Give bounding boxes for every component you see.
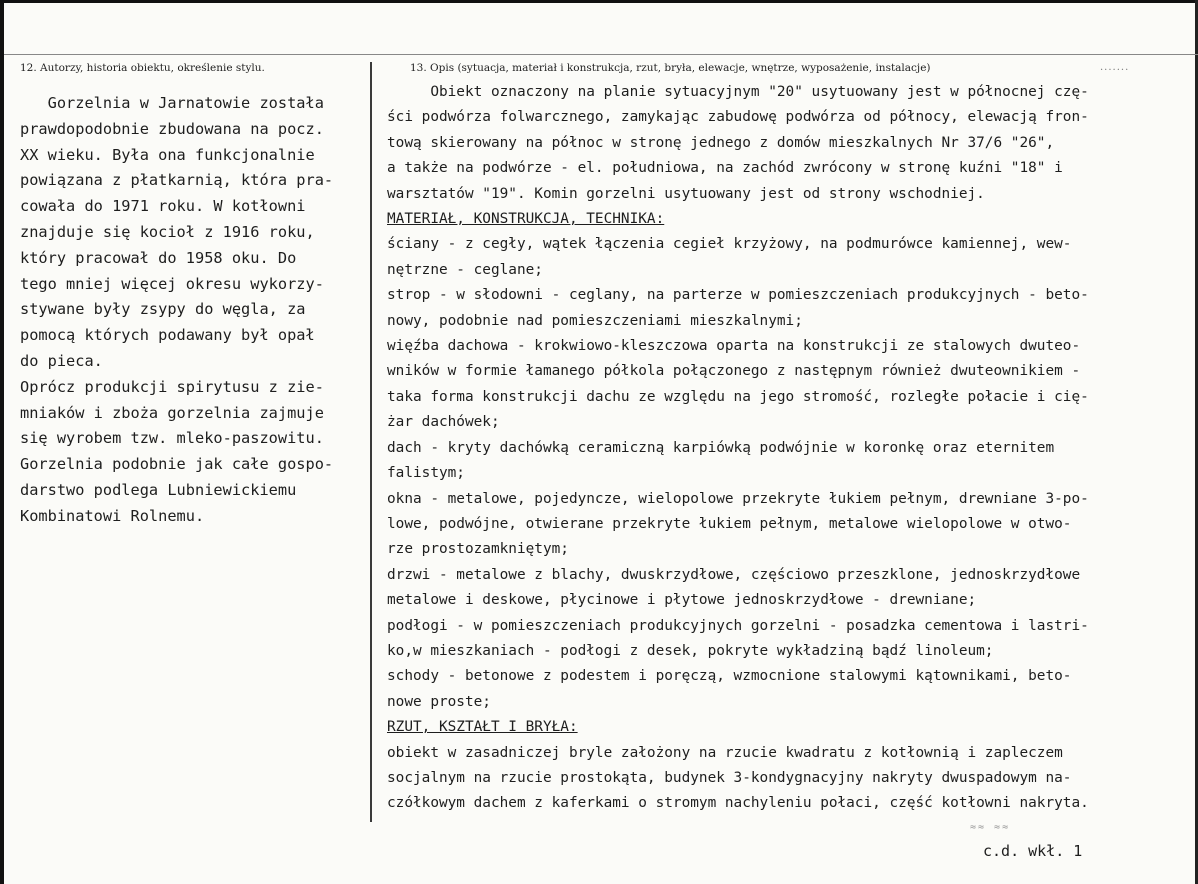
description-line: lowe, podwójne, otwierane przekryte łukiem pełnym, metalowe wielopolowe w otwo- <box>387 515 1072 532</box>
description-line: falistym; <box>387 465 465 482</box>
description-line: podłogi - w pomieszczeniach produkcyjnych gorzelni - posadzka cementowa i lastri- <box>387 617 1089 634</box>
description-line: ko,w mieszkaniach - podłogi z desek, pokryte wykładziną bądź linoleum; <box>387 642 994 659</box>
description-line: tową skierowany na północ w stronę jednego z domów mieszkalnych Nr 37/6 "26", <box>387 134 1055 151</box>
history-line: stywane były zsypy do węgla, za <box>20 300 306 319</box>
description-line: taka forma konstrukcji dachu ze względu na jego stromość, rozległe połacie i cię- <box>387 388 1089 405</box>
history-line: pomocą których podawany był opał <box>20 326 315 345</box>
description-line: wników w formie łamanego półkola połączonego z następnym również dwuteownikiem - <box>387 363 1081 380</box>
description-line: rze prostozamkniętym; <box>387 541 569 558</box>
description-line: obiekt w zasadniczej bryle założony na rzucie kwadratu z kotłownią i zapleczem <box>387 744 1063 761</box>
history-line: cowała do 1971 roku. W kotłowni <box>20 197 306 216</box>
history-line: Gorzelnia podobnie jak całe gospo- <box>20 455 334 474</box>
section-subheading: RZUT, KSZTAŁT I BRYŁA: <box>387 719 578 736</box>
history-line: Oprócz produkcji spirytusu z zie- <box>20 377 324 396</box>
description-line: socjalnym na rzucie prostokąta, budynek 3-kondygnacyjny nakryty dwuspadowym na- <box>387 769 1072 786</box>
history-line: powiązana z płatkarnią, która pra- <box>20 171 334 190</box>
description-line: nętrzne - ceglane; <box>387 261 543 278</box>
history-line: się wyrobem tzw. mleko-paszowitu. <box>20 429 324 448</box>
description-line: okna - metalowe, pojedyncze, wielopolowe przekryte łukiem pełnym, drewniane 3-po- <box>387 490 1089 507</box>
header-dots: ....... <box>1100 62 1130 73</box>
page-frame-top <box>0 0 1198 3</box>
description-line: a także na podwórze - el. południowa, na zachód zwrócony w stronę kuźni "18" i <box>387 160 1063 177</box>
description-line: strop - w słodowni - ceglany, na parterze w pomieszczeniach produkcyjnych - beto- <box>387 287 1089 304</box>
history-line: XX wieku. Była ona funkcjonalnie <box>20 145 315 164</box>
description-line: schody - betonowe z podestem i poręczą, wzmocnione stalowymi kątownikami, beto- <box>387 668 1072 685</box>
description-line: ści podwórza folwarcznego, zamykając zabudowę podwórza od północy, elewacją fron- <box>387 109 1089 126</box>
description-line: drzwi - metalowe z blachy, dwuskrzydłowe, częściowo przeszklone, jednoskrzydłowe <box>387 566 1081 583</box>
description-line: żar dachówek; <box>387 414 500 431</box>
history-line: który pracował do 1958 oku. Do <box>20 248 297 267</box>
description-line: więźba dachowa - krokwiowo-kleszczowa oparta na konstrukcji ze stalowych dwuteo- <box>387 338 1081 355</box>
header-rule <box>4 54 1198 55</box>
section-13-heading: 13. Opis (sytuacja, materiał i konstrukcja, rzut, bryła, elewacje, wnętrze, wyposażenie, instalacje) <box>410 62 931 74</box>
description-line: metalowe i deskowe, płycinowe i płytowe jednoskrzydłowe - drewniane; <box>387 592 977 609</box>
description-line: Obiekt oznaczony na planie sytuacyjnym "20" usytuowany jest w północnej czę- <box>387 84 1089 100</box>
page-frame-left <box>0 0 4 884</box>
section-12-heading: 12. Autorzy, historia obiektu, określenie stylu. <box>20 62 265 74</box>
column-divider <box>370 62 372 822</box>
history-line: mniaków i zboża gorzelnia zajmuje <box>20 403 324 422</box>
history-line: do pieca. <box>20 351 103 370</box>
description-line: ściany - z cegły, wątek łączenia cegieł krzyżowy, na podmurówce kamiennej, wew- <box>387 236 1072 253</box>
description-text <box>387 80 1192 817</box>
history-line: prawdopodobnie zbudowana na pocz. <box>20 119 324 138</box>
history-line: znajduje się kocioł z 1916 roku, <box>20 222 315 241</box>
history-line: tego mniej więcej okresu wykorzy- <box>20 274 324 293</box>
history-text <box>20 91 365 530</box>
history-line: Gorzelnia w Jarnatowie została <box>20 94 324 112</box>
description-line: dach - kryty dachówką ceramiczną karpiówką podwójnie w koronkę oraz eternitem <box>387 439 1055 456</box>
description-line: czółkowym dachem z kaferkami o stromym nachyleniu połaci, część kotłowni nakryta. <box>387 795 1089 812</box>
section-subheading: MATERIAŁ, KONSTRUKCJA, TECHNIKA: <box>387 211 665 228</box>
description-line: nowy, podobnie nad pomieszczeniami mieszkalnymi; <box>387 312 803 329</box>
description-line: warsztatów "19". Komin gorzelni usytuowany jest od strony wschodniej. <box>387 185 985 202</box>
description-line: nowe proste; <box>387 693 491 710</box>
history-line: darstwo podlega Lubniewickiemu <box>20 480 297 499</box>
continuation-note: c.d. wkł. 1 <box>983 842 1083 860</box>
history-line: Kombinatowi Rolnemu. <box>20 506 205 525</box>
smudge-mark: ≈≈ ≈≈ <box>970 822 1011 833</box>
